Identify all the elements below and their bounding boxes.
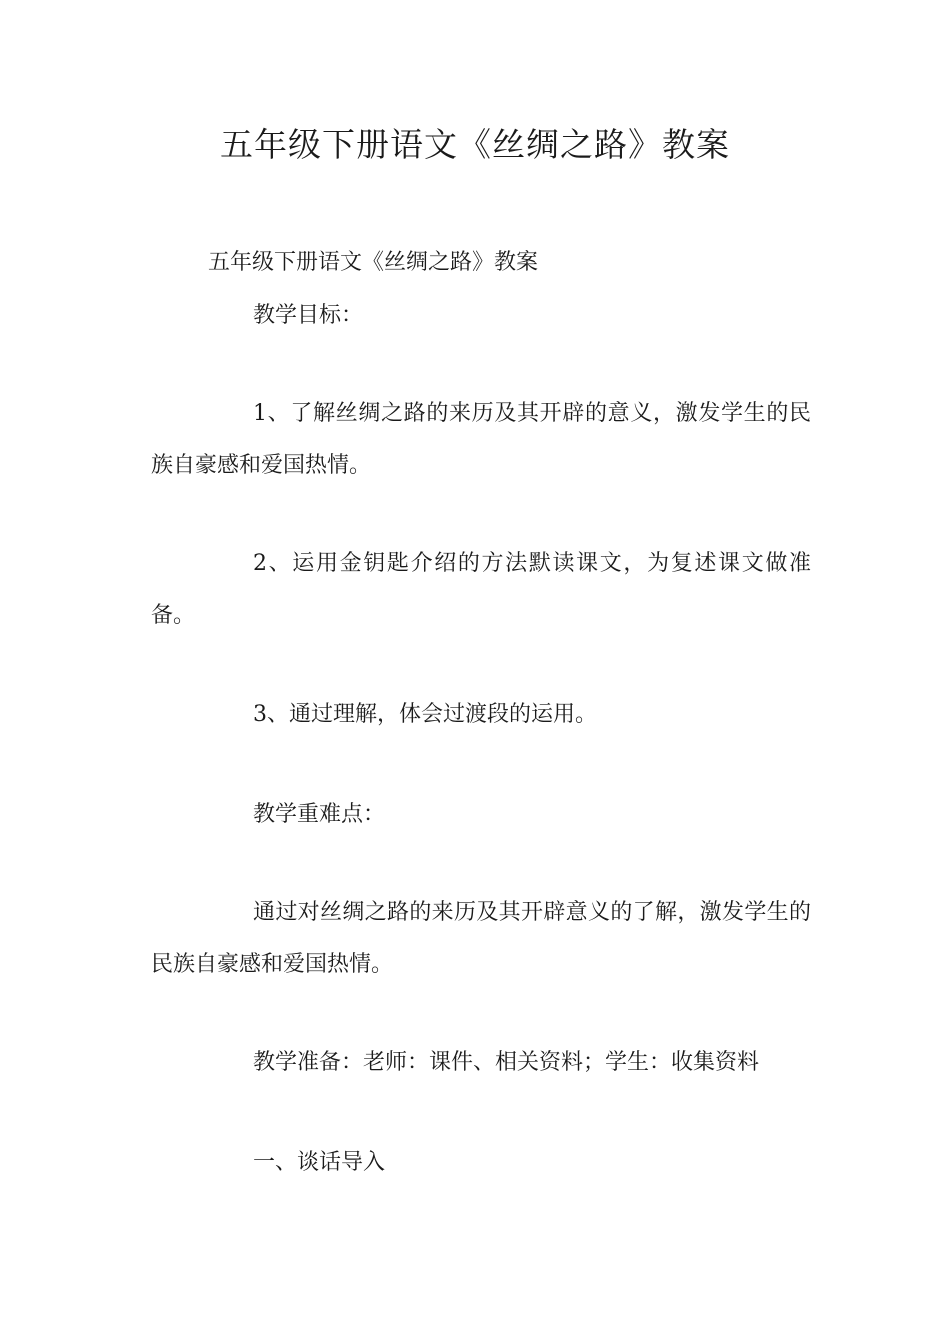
document-subtitle: 五年级下册语文《丝绸之路》教案: [208, 250, 539, 275]
preparation-text: 教学准备：老师：课件、相关资料；学生：收集资料: [253, 1050, 760, 1075]
document-title: 五年级下册语文《丝绸之路》教案: [220, 125, 730, 164]
objective-1: 1、了解丝绸之路的来历及其开辟的意义，激发学生的民族自豪感和爱国热情。: [151, 401, 811, 478]
objective-2: 2、运用金钥匙介绍的方法默读课文，为复述课文做准备。: [151, 551, 811, 628]
section-heading-1: 一、谈话导入: [253, 1150, 386, 1175]
key-points-text: 通过对丝绸之路的来历及其开辟意义的了解，激发学生的民族自豪感和爱国热情。: [151, 900, 811, 977]
key-points-heading: 教学重难点：: [253, 802, 386, 827]
objective-3: 3、通过理解，体会过渡段的运用。: [253, 702, 597, 727]
objectives-heading: 教学目标：: [253, 303, 364, 328]
